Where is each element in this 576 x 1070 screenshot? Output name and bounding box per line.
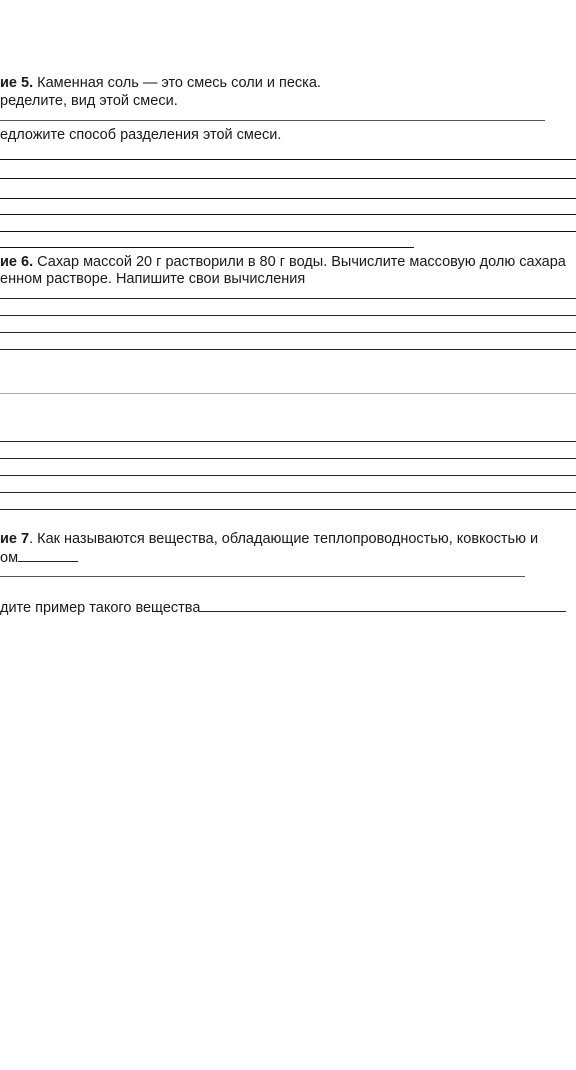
task6-line2: енном растворе. Напишите свои вычисления <box>0 271 306 287</box>
answer-line[interactable] <box>0 159 576 160</box>
task5-label: ие 5. <box>0 75 34 91</box>
task6-label: ие 6. <box>0 254 34 270</box>
answer-line[interactable] <box>0 576 525 577</box>
task7-line2 <box>0 548 78 567</box>
task7-title <box>0 530 538 548</box>
answer-line[interactable] <box>0 349 576 350</box>
task7-question2-text: дите пример такого вещества <box>0 600 201 616</box>
answer-line[interactable] <box>0 214 576 215</box>
answer-line[interactable] <box>0 441 576 442</box>
answer-line[interactable] <box>0 247 414 248</box>
answer-line[interactable] <box>0 315 576 316</box>
separator-line <box>0 393 576 394</box>
answer-blank[interactable] <box>200 598 566 612</box>
answer-line[interactable] <box>0 492 576 493</box>
task6-text: Сахар массой 20 г растворили в 80 г воды. Вычислите массовую долю сахара <box>33 254 566 270</box>
task7-line2-text: ом <box>0 550 19 566</box>
answer-line[interactable] <box>0 231 576 232</box>
task5-question2: едложите способ разделения этой смеси. <box>0 127 282 143</box>
answer-line[interactable] <box>0 332 576 333</box>
answer-line[interactable] <box>0 178 576 179</box>
task5-question1: ределите, вид этой смеси. <box>0 93 178 109</box>
answer-line[interactable] <box>0 458 576 459</box>
task6-title <box>0 253 566 271</box>
answer-line[interactable] <box>0 509 576 510</box>
task5-text: Каменная соль — это смесь соли и песка. <box>33 75 321 91</box>
answer-line[interactable] <box>0 298 576 299</box>
answer-line[interactable] <box>0 198 576 199</box>
answer-line[interactable] <box>0 120 545 121</box>
task5-title <box>0 74 321 92</box>
answer-blank[interactable] <box>18 548 78 562</box>
task7-label: ие 7 <box>0 531 30 547</box>
task7-text: . Как называются вещества, обладающие теплопроводностью, ковкостью и <box>29 531 539 547</box>
answer-line[interactable] <box>0 475 576 476</box>
task7-question2 <box>0 598 566 617</box>
